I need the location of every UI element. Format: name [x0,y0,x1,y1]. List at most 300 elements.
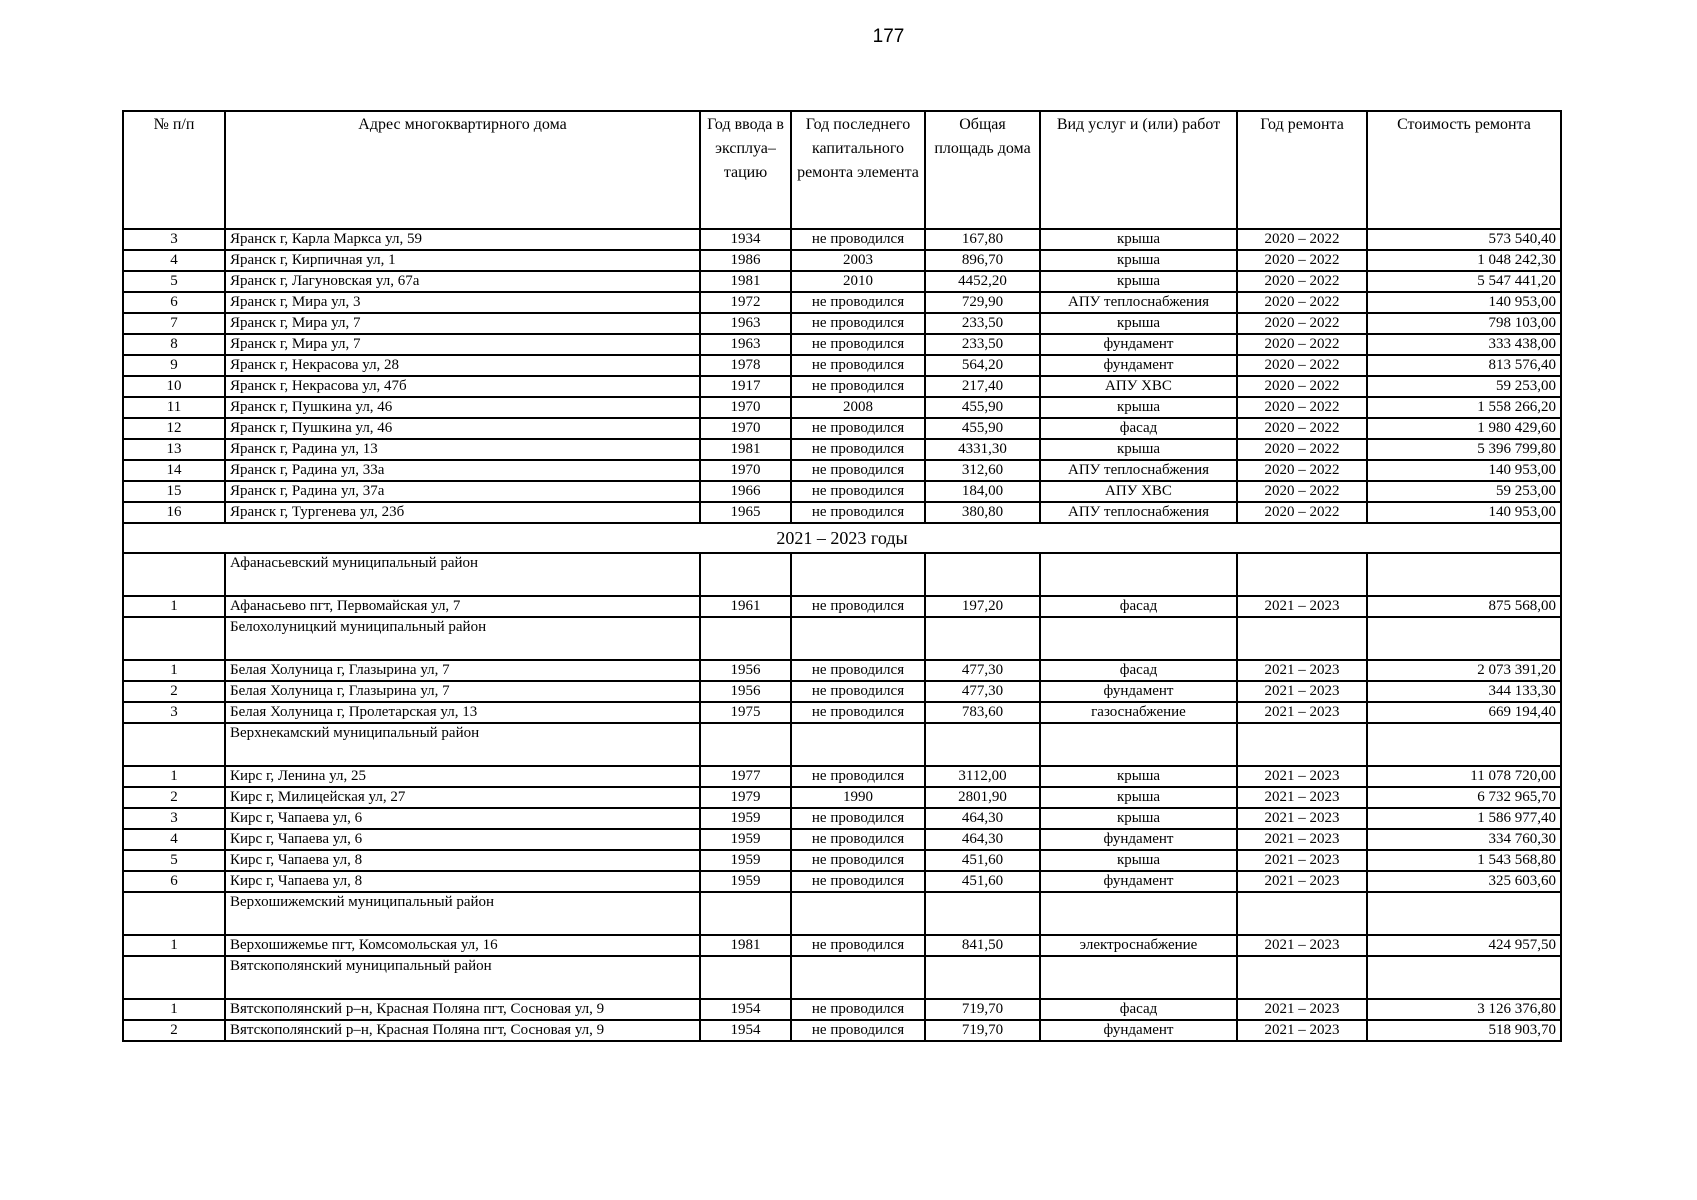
row-number: 1 [123,660,225,681]
empty-cell [700,617,791,660]
row-address: Яранск г, Пушкина ул, 46 [225,397,700,418]
row-repair-year: 2020 – 2022 [1237,292,1367,313]
row-repair-cost: 669 194,40 [1367,702,1561,723]
row-total-area: 380,80 [925,502,1040,523]
row-repair-year: 2021 – 2023 [1237,829,1367,850]
row-repair-year: 2020 – 2022 [1237,334,1367,355]
row-repair-year: 2020 – 2022 [1237,376,1367,397]
empty-cell [925,723,1040,766]
row-year-built: 1956 [700,681,791,702]
row-number: 1 [123,766,225,787]
row-work-type: фундамент [1040,1020,1237,1041]
empty-cell [1367,956,1561,999]
row-last-repair-year: не проводился [791,935,925,956]
row-repair-cost: 344 133,30 [1367,681,1561,702]
row-last-repair-year: 2010 [791,271,925,292]
row-address: Яранск г, Мира ул, 7 [225,334,700,355]
row-repair-cost: 798 103,00 [1367,313,1561,334]
row-work-type: фундамент [1040,355,1237,376]
district-heading-row [123,723,1561,766]
header-last-repair-year: Год последнего капитального ремонта элемента [791,111,925,229]
empty-cell [1040,956,1237,999]
empty-cell [1040,892,1237,935]
row-address: Вятскополянский р–н, Красная Поляна пгт, Сосновая ул, 9 [225,1020,700,1041]
row-total-area: 564,20 [925,355,1040,376]
table-header-row [123,111,1561,229]
table-row [123,681,1561,702]
row-number: 3 [123,229,225,250]
row-repair-cost: 1 980 429,60 [1367,418,1561,439]
period-heading: 2021 – 2023 годы [123,523,1561,553]
row-repair-year: 2021 – 2023 [1237,850,1367,871]
row-repair-cost: 5 547 441,20 [1367,271,1561,292]
row-work-type: АПУ ХВС [1040,481,1237,502]
table-row [123,313,1561,334]
table-row [123,376,1561,397]
header-number: № п/п [123,111,225,229]
empty-cell [123,553,225,596]
row-repair-cost: 140 953,00 [1367,460,1561,481]
row-repair-cost: 334 760,30 [1367,829,1561,850]
row-last-repair-year: 2008 [791,397,925,418]
row-address: Яранск г, Кирпичная ул, 1 [225,250,700,271]
row-number: 10 [123,376,225,397]
row-repair-year: 2020 – 2022 [1237,439,1367,460]
district-heading: Верхошижемский муниципальный район [225,892,700,935]
row-last-repair-year: не проводился [791,229,925,250]
row-number: 4 [123,250,225,271]
table-row [123,502,1561,523]
table-row [123,481,1561,502]
row-last-repair-year: не проводился [791,460,925,481]
district-heading-row [123,956,1561,999]
row-number: 11 [123,397,225,418]
empty-cell [791,617,925,660]
row-repair-year: 2021 – 2023 [1237,702,1367,723]
row-work-type: крыша [1040,439,1237,460]
row-total-area: 167,80 [925,229,1040,250]
row-repair-cost: 59 253,00 [1367,376,1561,397]
row-repair-year: 2021 – 2023 [1237,935,1367,956]
row-repair-year: 2020 – 2022 [1237,271,1367,292]
row-number: 14 [123,460,225,481]
row-repair-year: 2020 – 2022 [1237,397,1367,418]
row-address: Белая Холуница г, Пролетарская ул, 13 [225,702,700,723]
row-work-type: фундамент [1040,871,1237,892]
row-address: Кирс г, Чапаева ул, 6 [225,808,700,829]
row-address: Кирс г, Милицейская ул, 27 [225,787,700,808]
row-last-repair-year: не проводился [791,355,925,376]
row-total-area: 719,70 [925,1020,1040,1041]
row-last-repair-year: не проводился [791,999,925,1020]
row-year-built: 1970 [700,418,791,439]
row-number: 16 [123,502,225,523]
empty-cell [700,723,791,766]
row-repair-year: 2021 – 2023 [1237,596,1367,617]
empty-cell [1237,956,1367,999]
district-heading-row [123,553,1561,596]
empty-cell [123,956,225,999]
row-year-built: 1979 [700,787,791,808]
row-repair-cost: 1 586 977,40 [1367,808,1561,829]
row-address: Яранск г, Пушкина ул, 46 [225,418,700,439]
row-total-area: 464,30 [925,829,1040,850]
row-last-repair-year: не проводился [791,596,925,617]
row-year-built: 1959 [700,850,791,871]
row-total-area: 455,90 [925,397,1040,418]
table-row [123,229,1561,250]
row-total-area: 217,40 [925,376,1040,397]
table-row [123,871,1561,892]
row-repair-cost: 11 078 720,00 [1367,766,1561,787]
page-number: 177 [872,26,905,47]
row-last-repair-year: не проводился [791,1020,925,1041]
row-address: Яранск г, Радина ул, 13 [225,439,700,460]
empty-cell [123,617,225,660]
row-total-area: 312,60 [925,460,1040,481]
row-repair-year: 2020 – 2022 [1237,418,1367,439]
row-repair-year: 2020 – 2022 [1237,481,1367,502]
row-year-built: 1970 [700,460,791,481]
row-year-built: 1977 [700,766,791,787]
row-repair-cost: 424 957,50 [1367,935,1561,956]
header-repair-year: Год ремонта [1237,111,1367,229]
row-work-type: крыша [1040,787,1237,808]
row-repair-year: 2020 – 2022 [1237,250,1367,271]
empty-cell [925,617,1040,660]
row-total-area: 451,60 [925,850,1040,871]
row-year-built: 1975 [700,702,791,723]
table-row [123,766,1561,787]
row-address: Яранск г, Лагуновская ул, 67а [225,271,700,292]
table-row [123,702,1561,723]
row-last-repair-year: не проводился [791,681,925,702]
header-repair-cost: Стоимость ремонта [1367,111,1561,229]
table-row [123,808,1561,829]
row-last-repair-year: не проводился [791,418,925,439]
row-repair-year: 2021 – 2023 [1237,871,1367,892]
period-heading-row [123,523,1561,553]
row-repair-cost: 333 438,00 [1367,334,1561,355]
empty-cell [925,956,1040,999]
row-last-repair-year: не проводился [791,829,925,850]
row-last-repair-year: не проводился [791,702,925,723]
header-work-type: Вид услуг и (или) работ [1040,111,1237,229]
row-work-type: фундамент [1040,681,1237,702]
header-address: Адрес многоквартирного дома [225,111,700,229]
row-work-type: фасад [1040,418,1237,439]
row-address: Яранск г, Мира ул, 3 [225,292,700,313]
row-repair-cost: 59 253,00 [1367,481,1561,502]
row-total-area: 896,70 [925,250,1040,271]
district-heading-row [123,892,1561,935]
empty-cell [1237,723,1367,766]
district-heading: Верхнекамский муниципальный район [225,723,700,766]
table-row [123,397,1561,418]
empty-cell [1367,553,1561,596]
row-repair-year: 2020 – 2022 [1237,355,1367,376]
row-repair-cost: 1 543 568,80 [1367,850,1561,871]
table-row [123,935,1561,956]
row-year-built: 1981 [700,439,791,460]
row-total-area: 729,90 [925,292,1040,313]
empty-cell [1237,553,1367,596]
empty-cell [1237,617,1367,660]
table-row [123,787,1561,808]
row-address: Вятскополянский р–н, Красная Поляна пгт, Сосновая ул, 9 [225,999,700,1020]
row-total-area: 2801,90 [925,787,1040,808]
empty-cell [1367,617,1561,660]
district-heading: Афанасьевский муниципальный район [225,553,700,596]
row-work-type: фасад [1040,999,1237,1020]
row-repair-cost: 573 540,40 [1367,229,1561,250]
row-last-repair-year: 1990 [791,787,925,808]
row-total-area: 4452,20 [925,271,1040,292]
row-address: Кирс г, Чапаева ул, 8 [225,850,700,871]
row-work-type: крыша [1040,229,1237,250]
row-total-area: 719,70 [925,999,1040,1020]
row-number: 7 [123,313,225,334]
row-number: 13 [123,439,225,460]
row-address: Афанасьево пгт, Первомайская ул, 7 [225,596,700,617]
district-heading-row [123,617,1561,660]
row-total-area: 233,50 [925,313,1040,334]
table-row [123,439,1561,460]
row-number: 3 [123,702,225,723]
row-repair-cost: 813 576,40 [1367,355,1561,376]
empty-cell [791,892,925,935]
table-row [123,271,1561,292]
row-last-repair-year: не проводился [791,376,925,397]
empty-cell [1237,892,1367,935]
table-row [123,829,1561,850]
row-year-built: 1956 [700,660,791,681]
row-address: Яранск г, Тургенева ул, 23б [225,502,700,523]
row-work-type: АПУ теплоснабжения [1040,502,1237,523]
row-total-area: 477,30 [925,681,1040,702]
row-last-repair-year: не проводился [791,660,925,681]
row-number: 5 [123,271,225,292]
row-year-built: 1954 [700,999,791,1020]
row-work-type: крыша [1040,250,1237,271]
row-work-type: фасад [1040,596,1237,617]
row-last-repair-year: не проводился [791,481,925,502]
empty-cell [123,892,225,935]
empty-cell [1040,723,1237,766]
row-year-built: 1961 [700,596,791,617]
row-total-area: 451,60 [925,871,1040,892]
row-number: 2 [123,681,225,702]
row-work-type: АПУ теплоснабжения [1040,292,1237,313]
row-work-type: электроснабжение [1040,935,1237,956]
row-work-type: крыша [1040,850,1237,871]
row-total-area: 184,00 [925,481,1040,502]
row-year-built: 1978 [700,355,791,376]
row-repair-cost: 140 953,00 [1367,292,1561,313]
row-repair-cost: 875 568,00 [1367,596,1561,617]
row-work-type: крыша [1040,271,1237,292]
row-total-area: 455,90 [925,418,1040,439]
empty-cell [1367,892,1561,935]
row-work-type: фундамент [1040,829,1237,850]
row-last-repair-year: не проводился [791,334,925,355]
row-work-type: АПУ теплоснабжения [1040,460,1237,481]
row-number: 1 [123,596,225,617]
row-last-repair-year: не проводился [791,439,925,460]
row-repair-year: 2021 – 2023 [1237,1020,1367,1041]
row-address: Яранск г, Карла Маркса ул, 59 [225,229,700,250]
row-repair-year: 2021 – 2023 [1237,660,1367,681]
empty-cell [791,723,925,766]
row-year-built: 1959 [700,871,791,892]
row-year-built: 1966 [700,481,791,502]
row-work-type: газоснабжение [1040,702,1237,723]
row-address: Кирс г, Ленина ул, 25 [225,766,700,787]
row-last-repair-year: не проводился [791,808,925,829]
row-number: 15 [123,481,225,502]
empty-cell [123,723,225,766]
row-number: 4 [123,829,225,850]
row-last-repair-year: не проводился [791,766,925,787]
row-address: Яранск г, Некрасова ул, 28 [225,355,700,376]
row-address: Верхошижемье пгт, Комсомольская ул, 16 [225,935,700,956]
row-total-area: 783,60 [925,702,1040,723]
table-row [123,999,1561,1020]
repair-register-table [122,110,1562,1042]
row-total-area: 4331,30 [925,439,1040,460]
row-work-type: крыша [1040,808,1237,829]
row-repair-cost: 2 073 391,20 [1367,660,1561,681]
row-repair-year: 2020 – 2022 [1237,229,1367,250]
row-total-area: 233,50 [925,334,1040,355]
empty-cell [925,892,1040,935]
table-row [123,418,1561,439]
row-year-built: 1934 [700,229,791,250]
row-number: 3 [123,808,225,829]
row-number: 2 [123,1020,225,1041]
row-work-type: фундамент [1040,334,1237,355]
row-total-area: 197,20 [925,596,1040,617]
row-work-type: АПУ ХВС [1040,376,1237,397]
row-last-repair-year: не проводился [791,850,925,871]
row-repair-cost: 1 048 242,30 [1367,250,1561,271]
empty-cell [700,956,791,999]
empty-cell [700,553,791,596]
table-row [123,660,1561,681]
row-year-built: 1959 [700,829,791,850]
row-year-built: 1972 [700,292,791,313]
row-repair-year: 2020 – 2022 [1237,460,1367,481]
row-number: 1 [123,999,225,1020]
row-number: 5 [123,850,225,871]
row-work-type: крыша [1040,766,1237,787]
row-work-type: крыша [1040,313,1237,334]
row-year-built: 1986 [700,250,791,271]
row-year-built: 1965 [700,502,791,523]
table-row [123,334,1561,355]
row-year-built: 1963 [700,313,791,334]
district-heading: Вятскополянский муниципальный район [225,956,700,999]
district-heading: Белохолуницкий муниципальный район [225,617,700,660]
row-work-type: крыша [1040,397,1237,418]
table-row [123,292,1561,313]
row-number: 2 [123,787,225,808]
table-row [123,355,1561,376]
row-year-built: 1970 [700,397,791,418]
row-address: Кирс г, Чапаева ул, 6 [225,829,700,850]
empty-cell [791,553,925,596]
empty-cell [1040,553,1237,596]
row-repair-cost: 3 126 376,80 [1367,999,1561,1020]
row-address: Яранск г, Радина ул, 33а [225,460,700,481]
row-last-repair-year: не проводился [791,871,925,892]
row-number: 6 [123,871,225,892]
empty-cell [1367,723,1561,766]
row-year-built: 1917 [700,376,791,397]
row-repair-year: 2021 – 2023 [1237,681,1367,702]
row-total-area: 841,50 [925,935,1040,956]
row-year-built: 1959 [700,808,791,829]
row-repair-cost: 6 732 965,70 [1367,787,1561,808]
row-number: 1 [123,935,225,956]
table-row [123,1020,1561,1041]
row-last-repair-year: 2003 [791,250,925,271]
row-last-repair-year: не проводился [791,313,925,334]
row-address: Яранск г, Мира ул, 7 [225,313,700,334]
row-number: 9 [123,355,225,376]
row-year-built: 1963 [700,334,791,355]
row-total-area: 477,30 [925,660,1040,681]
row-repair-cost: 518 903,70 [1367,1020,1561,1041]
row-repair-cost: 1 558 266,20 [1367,397,1561,418]
empty-cell [925,553,1040,596]
row-address: Белая Холуница г, Глазырина ул, 7 [225,660,700,681]
row-address: Белая Холуница г, Глазырина ул, 7 [225,681,700,702]
table-row [123,460,1561,481]
row-repair-cost: 140 953,00 [1367,502,1561,523]
empty-cell [1040,617,1237,660]
row-address: Яранск г, Некрасова ул, 47б [225,376,700,397]
row-repair-year: 2021 – 2023 [1237,999,1367,1020]
row-last-repair-year: не проводился [791,502,925,523]
table-row [123,250,1561,271]
table-body [123,229,1561,1041]
row-repair-year: 2020 – 2022 [1237,502,1367,523]
row-repair-year: 2021 – 2023 [1237,808,1367,829]
row-total-area: 464,30 [925,808,1040,829]
row-year-built: 1981 [700,935,791,956]
row-repair-year: 2020 – 2022 [1237,313,1367,334]
header-year-built: Год ввода в эксплуа– тацию [700,111,791,229]
row-address: Кирс г, Чапаева ул, 8 [225,871,700,892]
row-last-repair-year: не проводился [791,292,925,313]
row-repair-year: 2021 – 2023 [1237,787,1367,808]
row-year-built: 1981 [700,271,791,292]
row-work-type: фасад [1040,660,1237,681]
empty-cell [700,892,791,935]
row-year-built: 1954 [700,1020,791,1041]
row-repair-cost: 5 396 799,80 [1367,439,1561,460]
empty-cell [791,956,925,999]
row-number: 12 [123,418,225,439]
row-address: Яранск г, Радина ул, 37а [225,481,700,502]
row-number: 8 [123,334,225,355]
row-total-area: 3112,00 [925,766,1040,787]
row-number: 6 [123,292,225,313]
row-repair-cost: 325 603,60 [1367,871,1561,892]
row-repair-year: 2021 – 2023 [1237,766,1367,787]
table-row [123,850,1561,871]
